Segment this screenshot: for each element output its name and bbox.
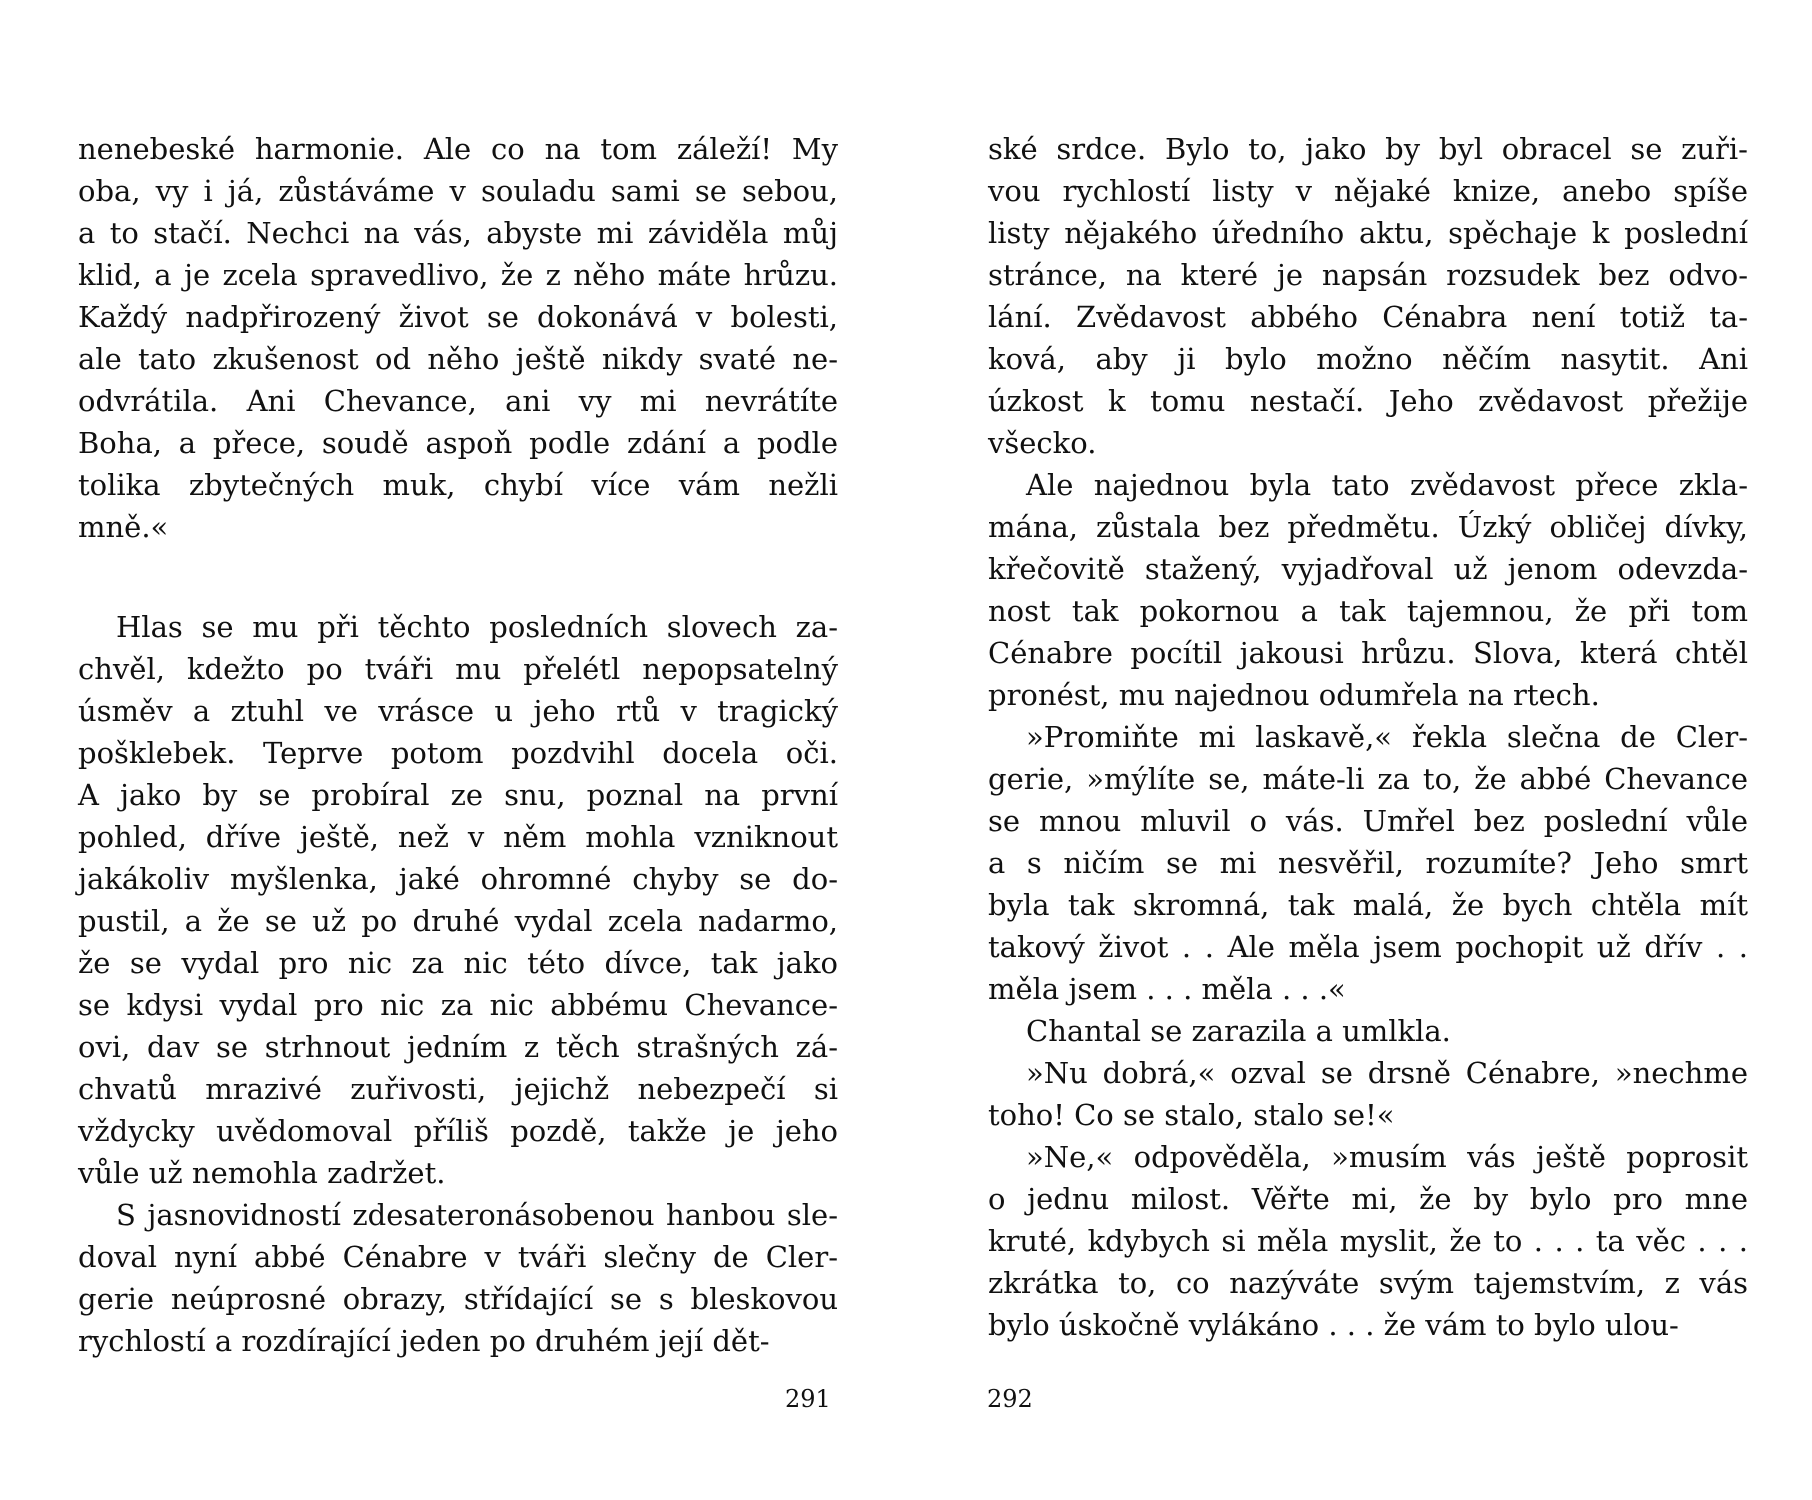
right-page-number: 292 (987, 1385, 1033, 1413)
text-line: vždycky uvědomoval příliš pozdě, takže je jeho (78, 1114, 838, 1148)
paragraph (988, 716, 1748, 1010)
text-line: Ale najednou byla tato zvědavost přece zkla- (1026, 468, 1748, 502)
text-line: klid, a je zcela spravedlivo, že z něho máte hrůzu. (78, 258, 838, 292)
text-line: gerie, »mýlíte se, máte-li za to, že abbé Chevance (988, 762, 1748, 796)
text-line: zkrátka to, co nazýváte svým tajemstvím, z vás (988, 1266, 1748, 1300)
text-line: Cénabre pocítil jakousi hrůzu. Slova, která chtěl (988, 636, 1748, 670)
paragraph (988, 128, 1748, 464)
text-line: listy nějakého úředního aktu, spěchaje k poslední (988, 216, 1748, 250)
text-line: pustil, a že se už po druhé vydal zcela nadarmo, (78, 904, 838, 938)
text-line: Boha, a přece, soudě aspoň podle zdání a podle (78, 426, 838, 460)
text-line: vou rychlostí listy v nějaké knize, anebo spíše (988, 174, 1748, 208)
text-line: takový život . . Ale měla jsem pochopit už dřív . . (988, 930, 1748, 964)
text-line: odvrátila. Ani Chevance, ani vy mi nevrátíte (78, 384, 838, 418)
text-line: vůle už nemohla zadržet. (78, 1156, 446, 1190)
text-line: křečovitě stažený, vyjadřoval už jenom odevzda- (988, 552, 1748, 586)
left-page (78, 128, 838, 1358)
text-line: byla tak skromná, tak malá, že bych chtěla mít (988, 888, 1748, 922)
right-page-text (988, 128, 1748, 1358)
text-line: mně.« (78, 510, 169, 544)
text-line: toho! Co se stalo, stalo se!« (988, 1098, 1395, 1132)
paragraph (988, 1052, 1748, 1136)
text-line: Chantal se zarazila a umlkla. (1026, 1014, 1451, 1048)
text-line: gerie neúprosné obrazy, střídající se s bleskovou (78, 1282, 838, 1316)
text-line: se mnou mluvil o vás. Umřel bez poslední vůle (988, 804, 1748, 838)
text-line: všecko. (988, 426, 1097, 460)
text-line: se kdysi vydal pro nic za nic abbému Chevance- (78, 988, 838, 1022)
paragraph (78, 1194, 838, 1362)
text-line: rychlostí a rozdírající jeden po druhém její dět- (78, 1324, 770, 1358)
text-line: jakákoliv myšlenka, jaké ohromné chyby se do- (78, 862, 838, 896)
text-line: tolika zbytečných muk, chybí více vám nežli (78, 468, 838, 502)
text-line: oba, vy i já, zůstáváme v souladu sami se sebou, (78, 174, 838, 208)
text-line: »Ne,« odpověděla, »musím vás ještě poprosit (1026, 1140, 1748, 1174)
text-line: měla jsem . . . měla . . .« (988, 972, 1346, 1006)
text-line: »Nu dobrá,« ozval se drsně Cénabre, »nechme (1026, 1056, 1748, 1090)
text-line: úzkost k tomu nestačí. Jeho zvědavost přežije (988, 384, 1748, 418)
text-line: pronést, mu najednou odumřela na rtech. (988, 678, 1600, 712)
text-line: bylo úskočně vylákáno . . . že vám to bylo ulou- (988, 1308, 1679, 1342)
text-line: A jako by se probíral ze snu, poznal na první (78, 778, 838, 812)
text-line: a to stačí. Nechci na vás, abyste mi záviděla můj (78, 216, 838, 250)
text-line: Každý nadpřirozený život se dokonává v bolesti, (78, 300, 838, 334)
text-line: ovi, dav se strhnout jedním z těch strašných zá- (78, 1030, 838, 1064)
paragraph (988, 464, 1748, 716)
text-line: že se vydal pro nic za nic této dívce, tak jako (78, 946, 838, 980)
text-line: kruté, kdybych si měla myslit, že to . . . ta věc . . . (988, 1224, 1748, 1258)
left-page-number: 291 (785, 1385, 831, 1413)
text-line: o jednu milost. Věřte mi, že by bylo pro mne (988, 1182, 1748, 1216)
text-line: chvatů mrazivé zuřivosti, jejichž nebezpečí si (78, 1072, 838, 1106)
text-line: ková, aby ji bylo možno něčím nasytit. Ani (988, 342, 1748, 376)
paragraph (78, 606, 838, 1194)
right-page (988, 128, 1748, 1358)
text-line: úsměv a ztuhl ve vrásce u jeho rtů v tragický (78, 694, 838, 728)
text-line: doval nyní abbé Cénabre v tváři slečny de Cler- (78, 1240, 838, 1274)
text-line: ale tato zkušenost od něho ještě nikdy svaté ne- (78, 342, 838, 376)
text-line: nost tak pokornou a tak tajemnou, že při tom (988, 594, 1748, 628)
section-break (78, 548, 838, 606)
paragraph (988, 1010, 1748, 1052)
text-line: chvěl, kdežto po tváři mu přelétl nepopsatelný (78, 652, 838, 686)
text-line: mána, zůstala bez předmětu. Úzký obličej dívky, (988, 510, 1748, 544)
text-line: pošklebek. Teprve potom pozdvihl docela oči. (78, 736, 838, 770)
text-line: lání. Zvědavost abbého Cénabra není totiž ta- (988, 300, 1748, 334)
text-line: nenebeské harmonie. Ale co na tom záleží! My (78, 132, 838, 166)
text-line: pohled, dříve ještě, než v něm mohla vzniknout (78, 820, 838, 854)
text-line: stránce, na které je napsán rozsudek bez odvo- (988, 258, 1748, 292)
text-line: »Promiňte mi laskavě,« řekla slečna de Cler- (1026, 720, 1748, 754)
text-line: Hlas se mu při těchto posledních slovech za- (116, 610, 838, 644)
paragraph (988, 1136, 1748, 1346)
left-page-text (78, 128, 838, 1358)
paragraph (78, 128, 838, 548)
text-line: a s ničím se mi nesvěřil, rozumíte? Jeho smrt (988, 846, 1748, 880)
text-line: S jasnovidností zdesateronásobenou hanbou sle- (116, 1198, 838, 1232)
text-line: ské srdce. Bylo to, jako by byl obracel se zuři- (988, 132, 1748, 166)
